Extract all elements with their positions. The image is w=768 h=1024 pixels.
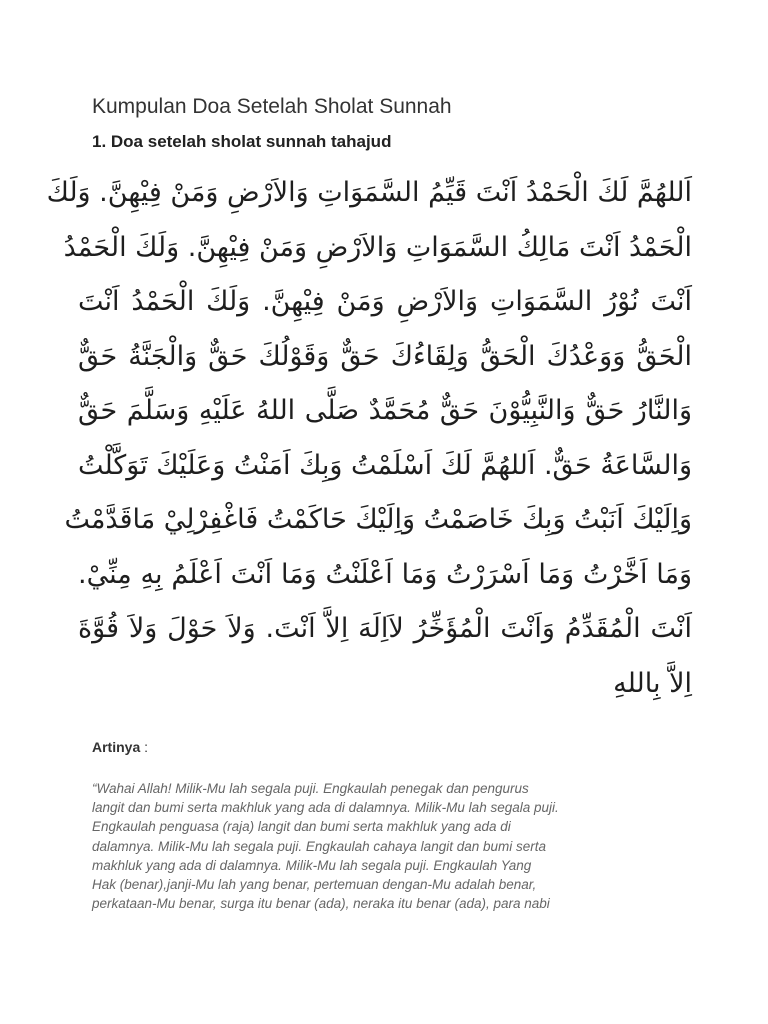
arabic-line: اَنْتَ نُوْرُ السَّمَوَاتِ وَالاَرْضِ وَمَنْ فِيْهِنَّ. وَلَكَ الْحَمْدُ اَنْتَ [78, 286, 692, 317]
translation-line: makhluk yang ada di dalamnya. Milik-Mu lah segala puji. Engkaulah Yang [92, 857, 532, 873]
translation-line: perkataan-Mu benar, surga itu benar (ada), neraka itu benar (ada), para nabi [92, 896, 550, 912]
arabic-line: اَللهُمَّ لَكَ الْحَمْدُ اَنْتَ قَيِّمُ السَّمَوَاتِ وَالاَرْضِ وَمَنْ فِيْهِنَّ. وَلَكَ [46, 177, 692, 208]
arabic-line: اِلاَّ بِاللهِ [613, 667, 692, 699]
arabic-line: وَاِلَيْكَ اَنَبْتُ وَبِكَ خَاصَمْتُ وَاِلَيْكَ حَاكَمْتُ فَاغْفِرْلِيْ مَاقَدَّمْتُ [64, 504, 692, 535]
meaning-heading [92, 738, 148, 756]
meaning-label-suffix: : [140, 739, 149, 755]
arabic-line: وَالسَّاعَةُ حَقٌّ. اَللهُمَّ لَكَ اَسْلَمْتُ وَبِكَ اَمَنْتُ وَعَلَيْكَ تَوَكَّلْتُ [77, 449, 692, 481]
translation-line: dalamnya. Milik-Mu lah segala puji. Engkaulah cahaya langit dan bumi serta [92, 838, 547, 854]
translation-line: Hak (benar),janji-Mu lah yang benar, pertemuan dengan-Mu adalah benar, [92, 877, 537, 893]
arabic-line: وَالنَّارُ حَقٌّ وَالنَّبِيُّوْنَ حَقٌّ مُحَمَّدٌ صَلَّى اللهُ عَلَيْهِ وَسَلَّمَ حَقٌّ [78, 395, 692, 426]
document-title: Kumpulan Doa Setelah Sholat Sunnah [92, 95, 452, 118]
translation-line: langit dan bumi serta makhluk yang ada di dalamnya. Milik-Mu lah segala puji. [92, 800, 559, 816]
arabic-line: اَنْتَ الْمُقَدِّمُ وَاَنْتَ الْمُؤَخِّرُ لاَاِلَهَ اِلاَّ اَنْتَ. وَلاَ حَوْلَ وَلاَ قُوَّةَ [78, 613, 692, 644]
arabic-line: وَمَا اَخَّرْتُ وَمَا اَسْرَرْتُ وَمَا اَعْلَنْتُ وَمَا اَنْتَ اَعْلَمُ بِهِ مِنِّيْ. [78, 558, 692, 590]
translation-line: “Wahai Allah! Milik-Mu lah segala puji. Engkaulah penegak dan pengurus [92, 781, 529, 796]
arabic-prayer-text [46, 166, 692, 711]
arabic-line: الْحَمْدُ اَنْتَ مَالِكُ السَّمَوَاتِ وَالاَرْضِ وَمَنْ فِيْهِنَّ. وَلَكَ الْحَمْدُ [63, 231, 692, 263]
meaning-label: Artinya [92, 739, 141, 755]
translation-paragraph [92, 779, 692, 913]
arabic-line: الْحَقُّ وَوَعْدُكَ الْحَقُّ وَلِقَاءُكَ حَقٌّ وَقَوْلُكَ حَقٌّ وَالْجَنَّةُ حَقٌّ [78, 340, 692, 372]
section-heading: 1. Doa setelah sholat sunnah tahajud [92, 132, 392, 151]
translation-line: Engkaulah penguasa (raja) langit dan bumi serta makhluk yang ada di [92, 819, 511, 835]
